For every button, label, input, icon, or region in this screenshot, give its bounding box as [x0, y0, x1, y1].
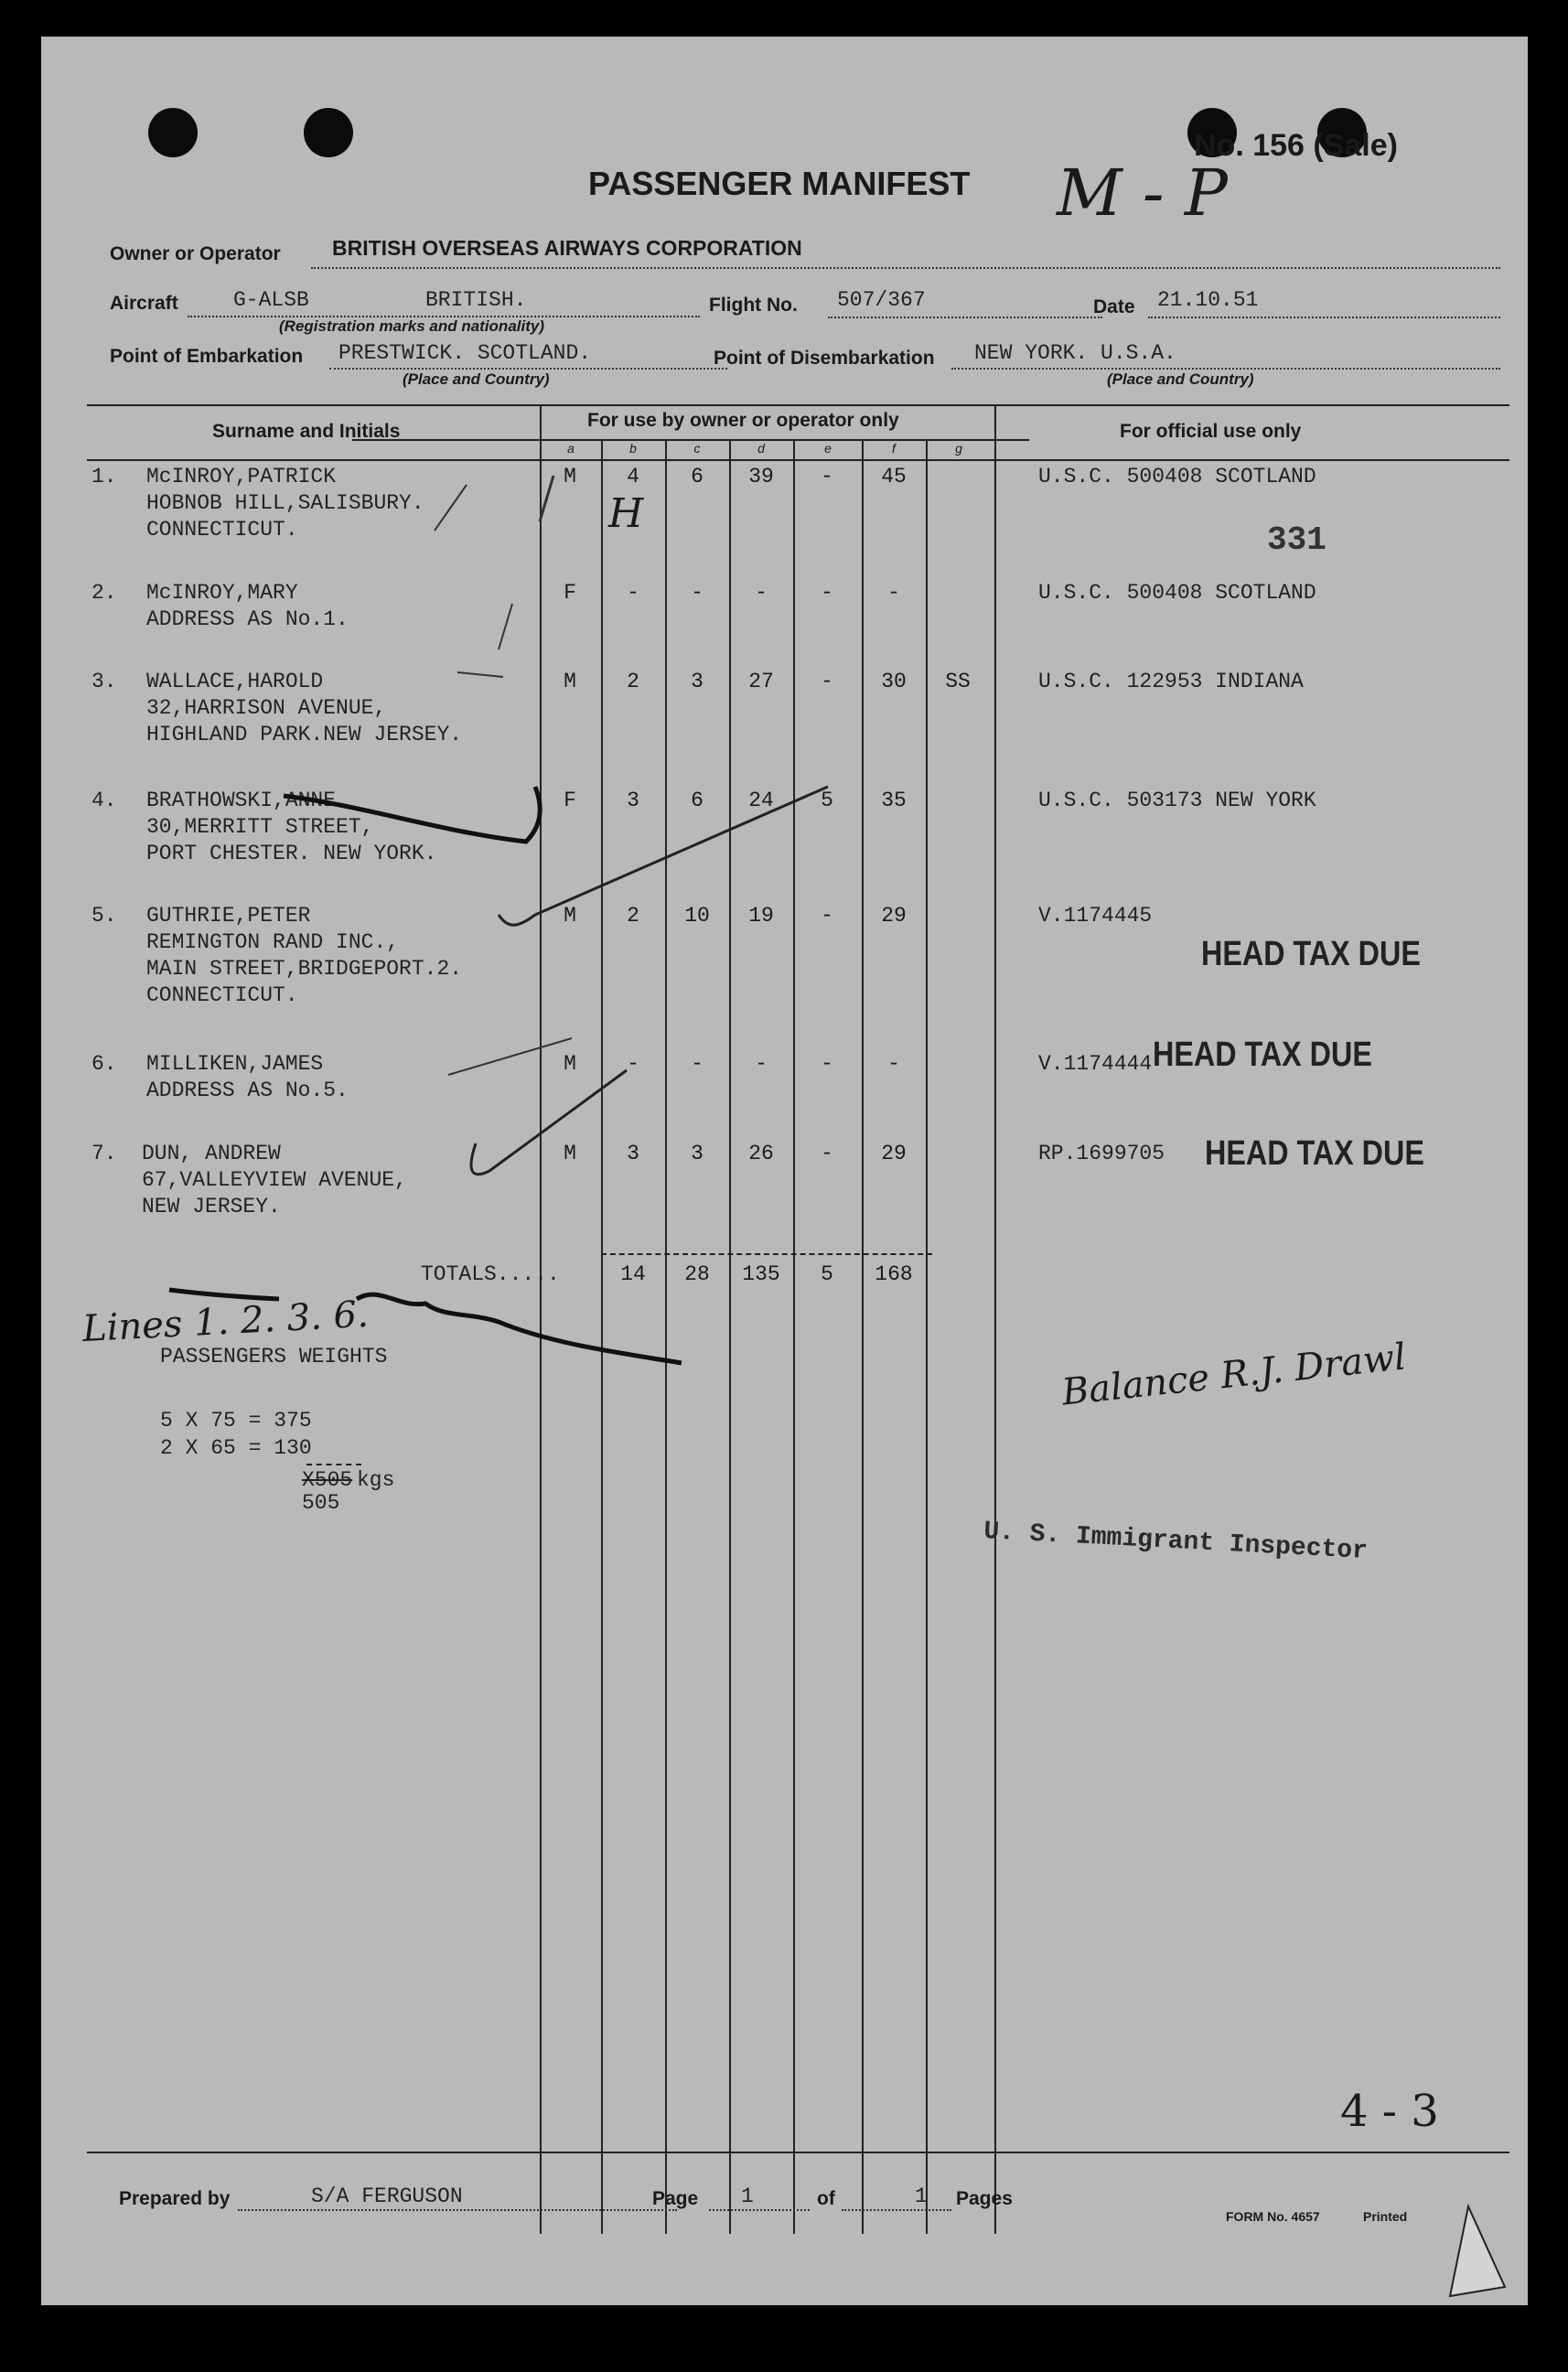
col-owner-header: For use by owner or operator only: [587, 410, 899, 431]
handwritten-mark: M - P: [1057, 156, 1228, 231]
flight-number: 507/367: [837, 288, 926, 312]
check-mark: [540, 476, 553, 521]
check-mark: [284, 787, 540, 842]
aircraft-note: (Registration marks and nationality): [279, 317, 544, 335]
check-mark: [457, 672, 503, 677]
subcol-f: f: [892, 441, 896, 456]
head-tax-stamp: HEAD TAX DUE: [1205, 1134, 1424, 1173]
check-mark: [471, 1070, 627, 1175]
page-total: 1: [915, 2184, 928, 2208]
disembarkation-label: Point of Disembarkation: [714, 348, 935, 369]
folded-corner: [1450, 2206, 1505, 2296]
head-tax-stamp: HEAD TAX DUE: [1153, 1036, 1372, 1074]
handwritten-balance: Balance R.J. Drawl: [1059, 1336, 1409, 1414]
form-number: No. 156 (Sale): [1194, 128, 1398, 163]
subcol-c: c: [693, 441, 701, 456]
disembarkation-note: (Place and Country): [1107, 370, 1254, 388]
col-name-header: Surname and Initials: [212, 421, 401, 442]
flight-label: Flight No.: [709, 295, 798, 316]
col-official-header: For official use only: [1120, 421, 1302, 442]
page-title: PASSENGER MANIFEST: [588, 165, 971, 202]
aircraft-nationality: BRITISH.: [425, 288, 527, 312]
date-value: 21.10.51: [1157, 288, 1259, 312]
handwritten-lines-note: Lines 1. 2. 3. 6.: [81, 1293, 370, 1351]
of-label: of: [817, 2188, 835, 2209]
prepared-by: S/A FERGUSON: [311, 2184, 463, 2208]
owner-label: Owner or Operator: [110, 243, 281, 264]
subcol-d: d: [757, 441, 765, 456]
inspector-stamp: U. S. Immigrant Inspector: [983, 1518, 1369, 1566]
prepared-label: Prepared by: [119, 2188, 231, 2209]
aircraft-label: Aircraft: [110, 293, 178, 314]
pages-label: Pages: [956, 2188, 1013, 2209]
manifest-page: No. 156 (Sale) PASSENGER MANIFEST M - P Owner or Operator BRITISH OVERSEAS AIRWAYS CORPORATION Aircraft G-ALSB BRITISH. (Registration marks and nationality) Flight No. 507/367 Date 21.10.51 Point of Embarkation PRESTWICK. SCOTLAND. (Place and Country) Point of Disembarkation NEW YORK. U.S.A. (Place and Country) Surname and Initials For use by owner or operator only For official use only a b c d e f g 1. McINROY,PATRICK HOBNOB HILL,SALISBURY. CONNECTICUT. M 4 6 39 - 45 U.S.C. 500408 SCOTLAND H 331 2. McINROY,MARY ADDRESS AS No.1. F - - - - - U.S.C. 500408 SCOTLAND 3. WALLACE,HAROLD 32,HARRISON AVENUE, HIGHLAND PARK.NEW JERSEY. M 2 3 27 - 30 SS U.S.C. 122953 INDIANA 4. BRATHOWSKI,ANNE 30,MERRITT STREET, PORT CHESTER. NEW YORK. F 3 6 24 5 35 U.S.C. 503173 NEW YORK 5. GUTHRIE,PETER REMINGTON RAND INC., MAIN STREET,BRIDGEPORT.2. CONNECTICUT. M 2 10 19 - 29 V.1174445 HEAD TAX DUE 6. MILLIKEN,JAMES ADDRESS AS No.5. M - - - - - V.1174444 HEAD TAX DUE 7. DUN, ANDREW 67,VALLEYVIEW AVENUE, NEW JERSEY. M 3 3 26 - 29 RP.1699705 HEAD TAX DUE TOTALS..... 14 28 135 5 168 Lines 1. 2. 3. 6. PASSENGERS WEIGHTS 5 X 75 = 375 2 X 65 = 130 X505 kgs 505 Balance R.J. Drawl U. S. Immigrant Inspector 4 - 3 Prepared by S/A FERGUSON Page 1 of 1 Pages FORM No. 4657 Printed: [41, 37, 1528, 2305]
check-mark: [499, 787, 828, 925]
subcol-a: a: [567, 441, 575, 456]
embarkation-value: PRESTWICK. SCOTLAND.: [338, 341, 592, 365]
subcol-g: g: [955, 441, 962, 456]
check-mark: [499, 604, 512, 649]
embarkation-label: Point of Embarkation: [110, 346, 304, 367]
official-number: 331: [1267, 521, 1326, 559]
totals-label: TOTALS.....: [421, 1262, 560, 1286]
aircraft-registration: G-ALSB: [233, 288, 309, 312]
disembarkation-value: NEW YORK. U.S.A.: [974, 341, 1176, 365]
form-code: FORM No. 4657: [1226, 2209, 1320, 2224]
owner-value: BRITISH OVERSEAS AIRWAYS CORPORATION: [332, 236, 802, 260]
ink-marks: [41, 37, 1528, 2305]
scribble-mark: [169, 1290, 682, 1363]
page-number: 1: [741, 2184, 754, 2208]
subcol-e: e: [824, 441, 832, 456]
page-label: Page: [652, 2188, 699, 2209]
embarkation-note: (Place and Country): [403, 370, 550, 388]
check-mark: [435, 485, 467, 531]
head-tax-stamp: HEAD TAX DUE: [1201, 935, 1421, 973]
subcol-b: b: [629, 441, 637, 456]
handwritten-page-ref: 4 - 3: [1340, 2086, 1439, 2137]
check-mark: [448, 1038, 572, 1075]
date-label: Date: [1093, 296, 1135, 317]
printed-label: Printed: [1363, 2209, 1408, 2224]
